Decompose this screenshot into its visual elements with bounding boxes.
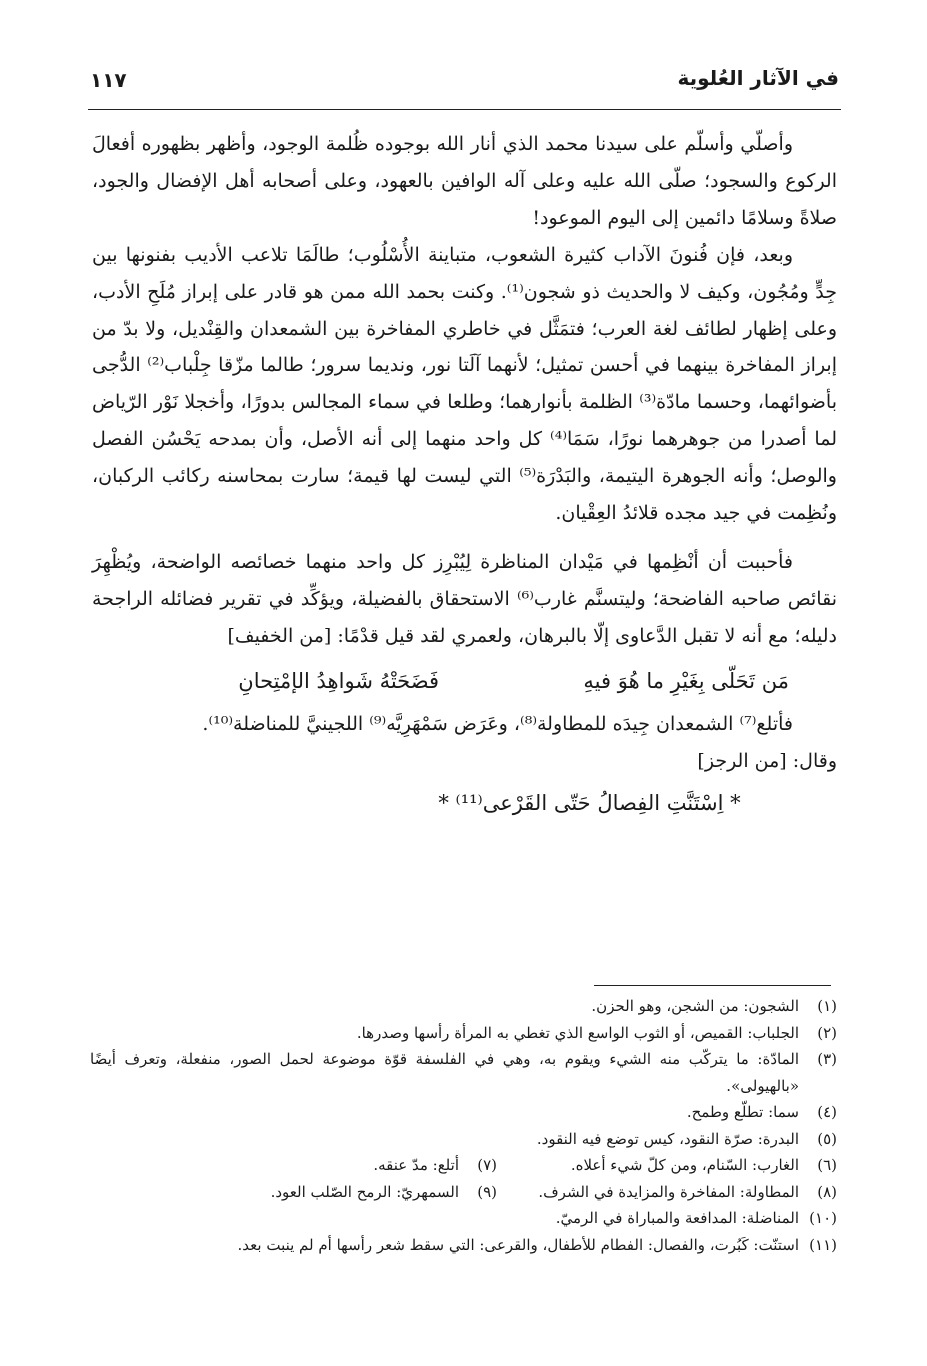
footnote-number: (٧) [477,1156,497,1174]
paragraph-opening-prayer: وأصلّي وأسلّم على سيدنا محمد الذي أنار الله بوجوده ظُلمة الوجود، وأظهر بظهوره أفعالَ الركوع والسجود؛ صلّى الله عليه وعلى آله الوافين بالعهود، وعلى أصحابه أهل الإفضال والجود، صلاةً وسلامًا دائمين إلى اليوم الموعود! [92,133,837,229]
footnote-text: السمهريّ: الرمح الصّلب العود. [270,1182,459,1201]
paragraph-introduction: وبعد، فإن فُنونَ الآداب كثيرة الشعوب، متباينة الأُسْلُوب؛ طالَمَا تلاعب الأديب بفنونها بين جِدٍّ ومُجُون، وكيف لا والحديث ذو شجون⁽¹⁾. وكنت بحمد الله ممن هو قادر على إبراز مُلَحِ الأدب، وعلى إظهار لطائف لغة العرب؛ فتمَثَّل في خاطري المفاخرة بين الشمعدان والقِنْديل، ولا بدّ من إبراز المفاخرة بينهما في أحسن تمثيل؛ لأنهما آلَتا نور، ونديما سرور؛ طالما مزّقا جِلْباب⁽²⁾ الدُّجى بأضوائهما، وحسما مادّة⁽³⁾ الظلمة بأنوارهما؛ وطلعا في سماء المجالس بدورًا، وأخجلا نَوْر الرّياض لما أصدرا من جوهرهما نورًا، سَمَا⁽⁴⁾ كل واحد منهما إلى أنه الأصل، وأن بمدحه يَحْسُن الفصل والوصل؛ وأنه الجوهرة اليتيمة، والبَدْرَة⁽⁵⁾ التي ليست لها قيمة؛ سارت بمحاسنه ركائب الركبان، ونُظِمت في جيد مجده قلائدُ العِقْيان. [92,243,837,525]
footnote-number: (٢) [817,1023,837,1042]
page-number: ١١٧ [90,68,127,92]
footnote-number: (٥) [817,1129,837,1148]
running-title: في الآثار العُلوية [677,66,839,90]
footnote-text: البدرة: صرّة النقود، كيس توضع فيه النقود. [536,1129,799,1148]
footnote-number: (٤) [817,1103,837,1121]
footnote-1 [90,993,837,1020]
paragraph-purpose: فأحببت أن أنْظِمها في مَيْدان المناظرة لِيُبْرِز كل واحد منهما خصائصه الواضحة، ويُظْهِرَ نقائص صاحبه الفاضحة؛ وليتسنَّم غارب⁽⁶⁾ الاستحقاق بالفضيلة، ويؤكِّد في تقرير فضائله الراجحة دليله؛ مع أنه لا تقبل الدَّعاوى إلّا بالبرهان، ولعمري لقد قيل قدْمًا: [من الخفيف] [92,550,837,647]
footnote-rule [594,985,831,986]
footnote-11 [90,1232,837,1259]
footnote-9 [271,1179,497,1206]
footnote-text: الشجون: من الشجن، وهو الحزن. [591,997,799,1015]
paragraph-candelabrum: فأتلع⁽⁷⁾ الشمعدان جِيدَه للمطاولة⁽⁸⁾، وعَرَض سَمْهَرِيَّه⁽⁹⁾ اللجينيَّ للمناضلة⁽¹⁰⁾. [202,712,793,735]
rajaz-verse: * اِسْتَنَّتِ الفِصالُ حَتّى القَرْعى⁽¹¹⁾ * [438,791,741,816]
footnote-row-6-7 [90,1152,837,1179]
footnote-number: (٣) [817,1050,837,1068]
footnote-2 [90,1020,837,1047]
footnote-text: سما: تطلّع وطمح. [686,1103,799,1121]
footnote-text: الغارب: السّنام، ومن كلّ شيء أعلاه. [570,1156,799,1174]
footnote-text: أتلع: مدّ عنقه. [373,1156,459,1174]
main-text [92,126,837,822]
footnote-3 [90,1046,837,1099]
footnote-10 [90,1205,837,1232]
footnote-number: (١٠) [809,1209,837,1227]
header-rule [88,109,841,110]
footnote-6 [497,1152,837,1179]
verse-first-hemistich: مَن تَحَلّى بِغَيْرِ ما هُوَ فيهِ [583,668,789,693]
footnote-number: (١) [817,997,837,1015]
footnote-number: (١١) [809,1235,837,1254]
footnote-text: الجلباب: القميص، أو الثوب الواسع الذي تغطي به المرأة رأسها وصدرها. [356,1023,799,1042]
meter-attribution: وقال: [من الرجز] [697,749,837,772]
footnote-number: (٨) [817,1182,837,1201]
footnote-7 [373,1152,497,1179]
footnote-number: (٦) [817,1156,837,1174]
footnote-4 [90,1099,837,1126]
footnote-text: المناضلة: المدافعة والمباراة في الرميّ. [555,1209,799,1227]
footnote-text: المادّة: ما يتركّب منه الشيء ويقوم به، وهي في الفلسفة قوّة موضوعة لحمل الصور، منفعلة، وتعرف أيضًا «بالهيولى». [90,1050,799,1095]
verse-line [92,663,837,700]
footnote-text: المطاولة: المفاخرة والمزايدة في الشرف. [538,1182,799,1201]
verse-second-hemistich: فَضَحَتْهُ شَواهِدُ الإمْتِحانِ [238,668,439,693]
footnote-8 [497,1179,837,1206]
footnote-number: (٩) [477,1182,497,1201]
footnotes [90,993,837,1258]
running-header [90,66,839,100]
footnote-row-8-9 [90,1179,837,1206]
footnote-text: استنّت: كَبُرت، والفصال: الفطام للأطفال، والقرعى: التي سقط شعر رأسها أم لم ينبت بعد. [237,1235,799,1254]
footnote-5 [90,1126,837,1153]
